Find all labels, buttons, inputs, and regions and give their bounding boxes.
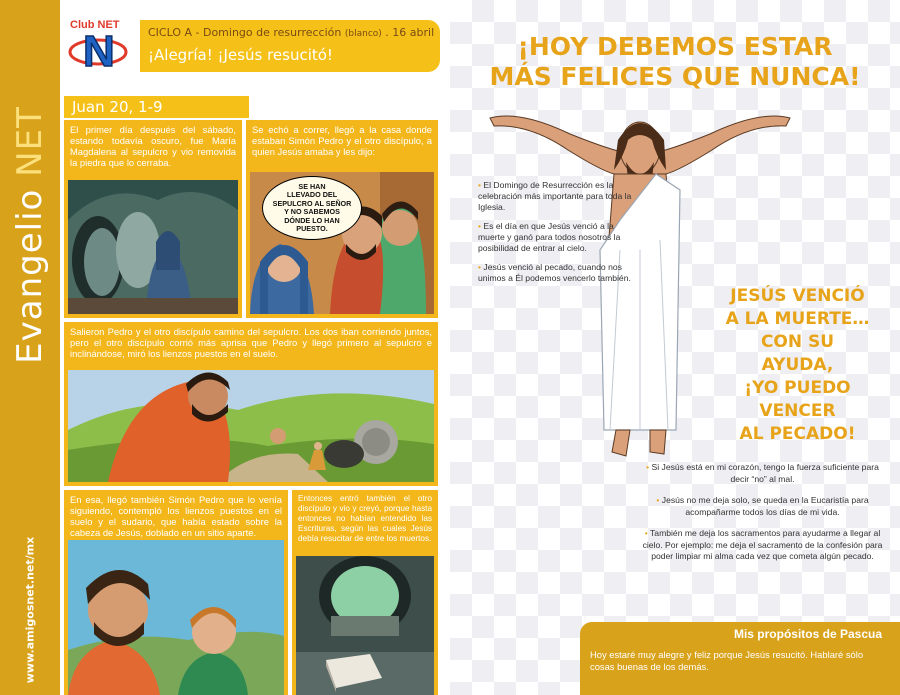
club-net-logo [66,14,130,76]
bubble-line: PUESTO. [296,224,328,234]
panel-4-illustration [68,540,284,695]
help-text: También me deja los sacramentos para ayudarme a llegar al cielo. Por ejemplo: me deja el sacramento de la confesión para poder limpiar mi alma cada vez que cometa algún pecado. [642,528,883,561]
bubble-line: Y NO SABEMOS [284,207,340,217]
comic-panel-1 [64,120,242,318]
fact-text: El Domingo de Resurrección es la celebración más importante para toda la Iglesia. [478,180,632,212]
fact-item: • Es el día en que Jesús venció a la muerte y ganó para todos nosotros la posibilidad de entrar al cielo. [478,221,621,253]
ciclo-subtitle: ¡Alegría! ¡Jesús resucitó! [148,46,333,64]
ciclo-color: (blanco) [344,29,382,39]
fact-item: • Jesús venció al pecado, cuando nos unimos a Él podemos vencerlo también. [478,262,631,283]
victory-line: CON SU [760,332,835,352]
help-item: • Si Jesús está en mi corazón, tengo la fuerza suficiente para decir “no” al mal. [646,462,879,484]
panel-4-text: En esa, llegó también Simón Pedro que lo venía siguiendo, contempló los lienzos puestos en el suelo y el sudario, que había estado sobre la cabeza de Jesús, doblado en un sitio aparte. [70,494,282,538]
sidebar [0,0,60,695]
ciclo-date: . 16 abril [385,26,435,39]
speech-bubble [262,176,362,240]
victory-line: ¡YO PUEDO [744,378,851,398]
comic-panel-5 [292,490,438,695]
ciclo-header [140,20,440,72]
comic-panel-2 [246,120,438,318]
help-points [640,462,885,573]
panel-3-illustration [68,370,434,482]
panel-3-text: Salieron Pedro y el otro discípulo camino del sepulcro. Los dos iban corriendo juntos, pero el otro discípulo corrió más aprisa que Pedro y llegó primero al sepulcro e inclinándose, miró los lienzos puestos en el suelo. [70,326,432,359]
fact-text: Jesús venció al pecado, cuando nos unimos a Él podemos vencerlo también. [478,262,631,283]
victory-line: AYUDA, [761,355,834,375]
help-text: Si Jesús está en mi corazón, tengo la fuerza suficiente para decir “no” al mal. [651,462,879,484]
ciclo-title: CICLO A - Domingo de resurrección [148,26,342,39]
main-headline [450,32,900,92]
panel-5-illustration [296,556,434,695]
bubble-line: LLEVADO DEL [286,190,338,200]
purposes-title: Mis propósitos de Pascua [733,627,882,641]
logo-top-text: Club NET [70,19,120,31]
panel-5-text: Entonces entró también el otro discípulo y vio y creyó, porque hasta entonces no habían entendido las Escrituras, según las cuales Jesús debía resucitar de entre los muertos. [298,494,432,543]
victory-line: A LA MUERTE… [725,309,870,329]
easter-facts [478,180,636,292]
victory-line: VENCER [759,401,836,421]
bubble-line: SE HAN [298,182,326,191]
bubble-line: SEPULCRO AL SEÑOR [272,198,352,208]
victory-line: AL PECADO! [739,424,856,444]
fact-item: • El Domingo de Resurrección es la celebración más importante para toda la Iglesia. [478,180,632,212]
sidebar-title [10,106,50,364]
website-url[interactable]: www.amigosnet.net/mx [23,536,37,684]
sidebar-title-main: Evangelio [10,188,50,364]
bubble-line: DÓNDE LO HAN [284,215,340,225]
right-page [450,0,900,695]
ciclo-line [148,26,434,39]
sidebar-title-accent: NET [10,106,50,177]
headline-line-1: ¡HOY DEBEMOS ESTAR [517,32,833,61]
easter-purposes-box [580,622,900,695]
help-text: Jesús no me deja solo, se queda en la Eucaristía para acompañarme todos los días de mi vida. [661,495,869,517]
comic-panel-3 [64,322,438,486]
gospel-reference: Juan 20, 1-9 [64,96,249,118]
comic-panel-4 [64,490,288,695]
panel-1-text: El primer día después del sábado, estando todavía oscuro, fue María Magdalena al sepulcro y vio removida la piedra que lo cerraba. [70,124,236,168]
fact-text: Es el día en que Jesús venció a la muerte y ganó para todos nosotros la posibilidad de entrar al cielo. [478,221,621,253]
logo-letter: N [83,27,115,76]
headline-line-2: MÁS FELICES QUE NUNCA! [489,62,861,91]
panel-1-illustration [68,180,238,314]
purposes-text: Hoy estaré muy alegre y feliz porque Jesús resucitó. Hablaré sólo cosas buenas de los demás. [590,649,864,672]
help-item: • También me deja los sacramentos para ayudarme a llegar al cielo. Por ejemplo: me deja el sacramento de la confesión para poder limpiar mi alma cada vez que cometa algún pecado. [642,528,883,561]
victory-message [710,285,885,446]
victory-line: JESÚS VENCIÓ [730,286,865,306]
panel-2-text: Se echó a correr, llegó a la casa donde estaban Simón Pedro y el otro discípulo, a quien Jesús amaba y les dijo: [252,124,432,157]
help-item: • Jesús no me deja solo, se queda en la Eucaristía para acompañarme todos los días de mi vida. [656,495,869,517]
